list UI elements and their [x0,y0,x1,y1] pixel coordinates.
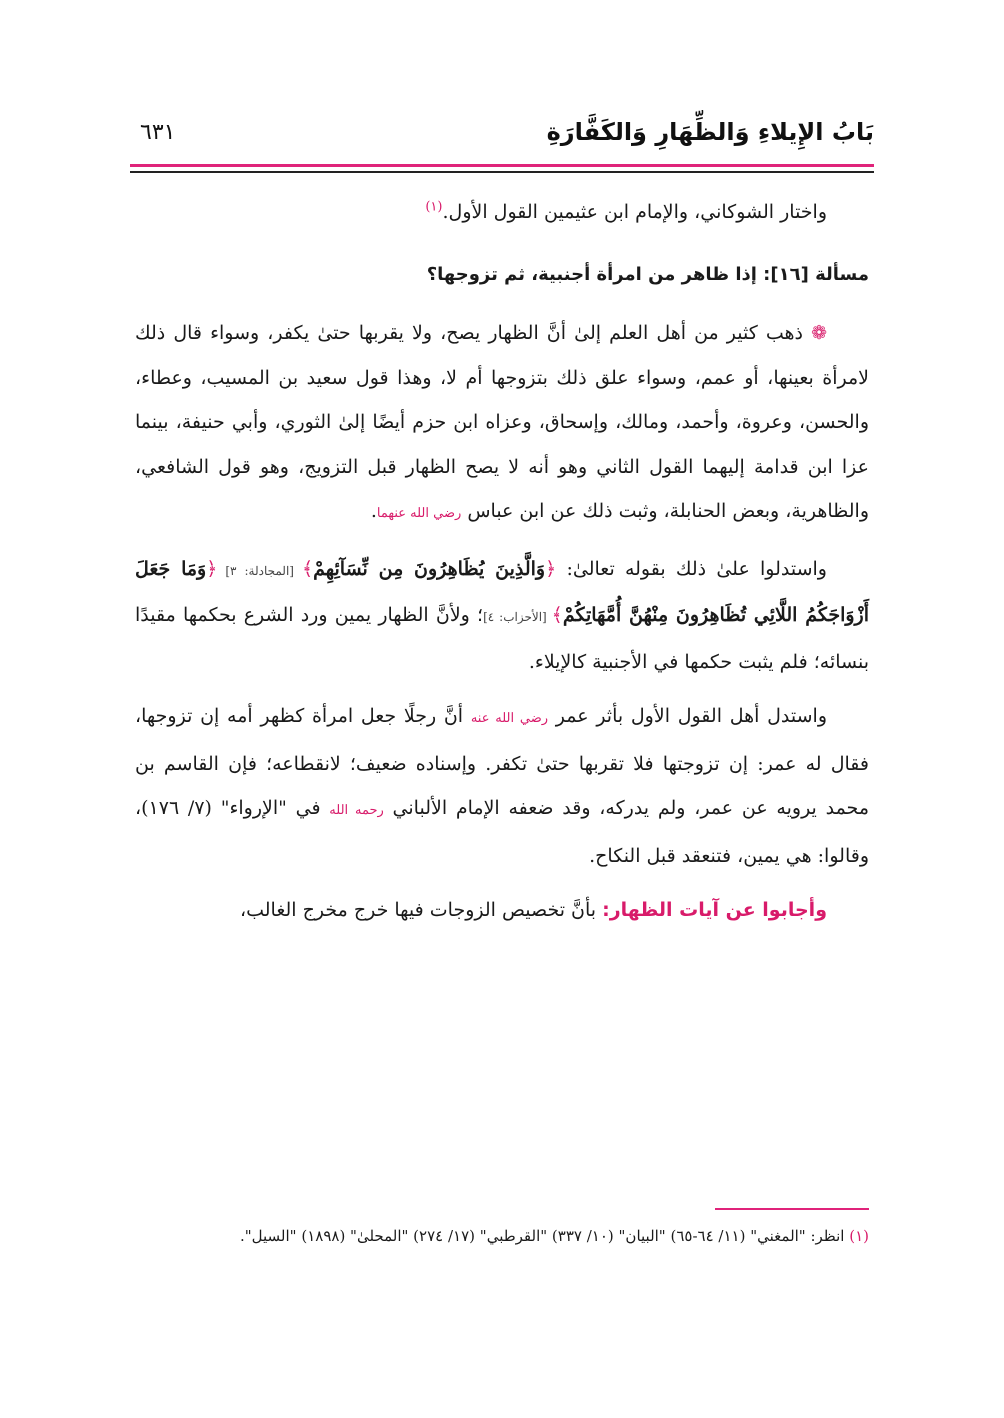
spacer [135,537,869,547]
spacer [135,878,869,888]
paragraph-2 [135,311,869,537]
header-rule-black [130,171,874,173]
page-number: ٦٣١ [140,120,176,145]
chapter-title: بَابُ الإِيلاءِ وَالظِّهَارِ وَالكَفَّارَةِ [546,118,874,146]
footnote [135,1222,869,1250]
paragraph-5 [135,888,869,933]
flower-ornament-icon: ❁ [811,322,827,344]
footnote-separator [715,1208,869,1210]
paragraph-3-intro: واستدلوا علىٰ ذلك بقوله تعالىٰ: [556,557,827,580]
paragraph-5-text: بأنَّ تخصيص الزوجات فيها خرج مخرج الغالب، [239,899,603,921]
running-header [130,118,874,158]
quran-verse-1: وَالَّذِينَ يُظَاهِرُونَ مِن نِّسَآئِهِمْ [313,557,546,580]
footnote-reference[interactable]: (١) [425,199,443,215]
footnote-text: انظر: "المغني" (١١/ ٦٤-٦٥) "البيان" (١٠/ ٣٣٧) "القرطبي" (١٧/ ٢٧٤) "المحلىٰ" (١٨٩٨) "السيل". [240,1227,850,1245]
paragraph-2-text: ذهب كثير من أهل العلم إلىٰ أنَّ الظهار يصح، ولا يقربها حتىٰ يكفر، وسواء قال ذلك لامرأة بعينها، أو عمم، وسواء علق ذلك بتزوجها أم لا، وهذا قول سعيد بن المسيب، وعطاء، والحسن، وعروة، وأحمد، ومالك، وإسحاق، وعزاه ابن حزم أيضًا إلىٰ الثوري، وأبي حنيفة، بينما عزا ابن قدامة إليهما القول الثاني وهو أنه لا يصح الظهار قبل التزويج، وهو قول الشافعي، والظاهرية، وبعض الحنابلة، وثبت ذلك عن ابن عباس [135,322,870,522]
paragraph-3-rest: ؛ ولأنَّ الظهار يمين ورد الشرع بحكمها مقيدًا بنسائه؛ فلم يثبت حكمها في الأجنبية كالإيلاء. [135,604,869,673]
verse-reference-2: [الأحزاب: ٤] [483,610,552,624]
quran-bracket-close: ﴾ [301,557,314,580]
issue-heading: مسألة [١٦]: إذا ظاهر من امرأة أجنبية، ثم تزوجها؟ [426,263,869,285]
honorific-glyph: رضي الله عنه [470,711,549,726]
paragraph-4 [135,694,869,878]
paragraph-4-end: في "الإرواء" (٧/ ١٧٦)، وقالوا: هي يمين، فتنعقد قبل النكاح. [135,797,869,867]
paragraph-4-intro: واستدل أهل القول الأول بأثر عمر [548,705,827,727]
quran-bracket-open: ﴿ [206,557,218,580]
paragraph-4-body: أنَّ رجلًا جعل امرأة كظهر أمه إن تزوجها، فقال له عمر: إن تزوجتها فلا تقربها حتىٰ تكفر. وإسناده ضعيف؛ لانقطاعه؛ فإن القاسم بن محمد يرويه عن عمر، ولم يدركه، وقد ضعفه الإمام الألباني [135,705,869,819]
quran-bracket-close: ﴾ [551,604,563,626]
paragraph-3 [135,547,869,685]
spacer [135,684,869,694]
quran-bracket-open: ﴿ [545,557,557,580]
footnote-number: (١) [849,1227,869,1245]
header-rule-pink [130,164,874,167]
paragraph-1 [135,190,869,235]
paragraph-1-text: واختار الشوكاني، والإمام ابن عثيمين القول الأول. [442,201,827,223]
verse-reference-1: [المجادلة: ٣] [217,563,302,578]
answer-label: وأجابوا عن آيات الظهار: [602,899,827,921]
quran-verse-2: وَمَا جَعَلَ أَزْوَاجَكُمُ اللَّائِي تُظَاهِرُونَ مِنْهُنَّ أُمَّهَاتِكُمْ [135,557,869,626]
paragraph-2-end: . [370,500,377,522]
main-text [135,190,869,933]
honorific-glyph: رحمه الله [329,803,384,818]
honorific-glyph: رضي الله عنهما [376,506,462,521]
